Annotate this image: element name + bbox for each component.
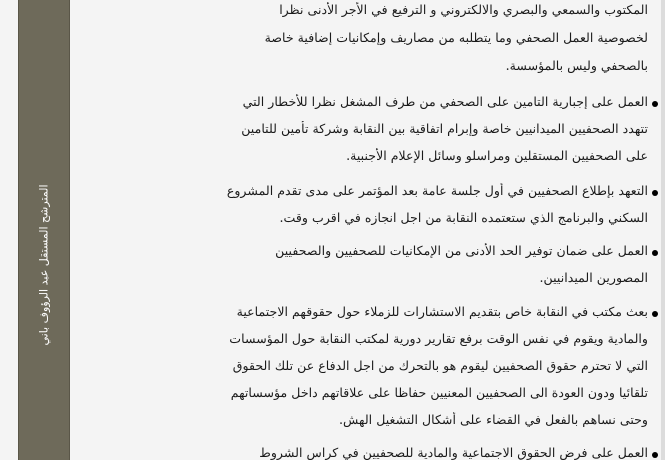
paragraph-line: المصورين الميدانيين. — [539, 270, 648, 285]
paragraph-line: السكني والبرنامج الذي ستعتمده النقابة من اجل انجازه في اقرب وقت. — [279, 210, 648, 225]
paragraph-line: بالصحفي وليس بالمؤسسة. — [505, 58, 648, 73]
sidebar-candidate-name: المترشح المستقل عبد الرؤوف باني — [37, 184, 51, 346]
paragraph-line: العمل على إجبارية التامين على الصحفي من طرف المشغل نظرا للأخطار التي — [242, 94, 648, 109]
paragraph-line: لخصوصية العمل الصحفي وما يتطلبه من مصاريف وإمكانيات إضافية خاصة — [264, 30, 648, 45]
bullet-icon — [652, 190, 658, 196]
bullet-icon — [652, 250, 658, 256]
paragraph-line: التي لا تحترم حقوق الصحفيين ليقوم هو بالتحرك من اجل الدفاع عن تلك الحقوق — [232, 358, 648, 373]
paragraph-line: على الصحفيين المستقلين ومراسلو وسائل الإعلام الأجنبية. — [346, 148, 648, 163]
paragraph-line: تتهدد الصحفيين الميدانيين خاصة وإبرام اتفاقية بين النقابة وشركة تأمين للتامين — [241, 121, 648, 136]
paragraph-line: وحتى نساهم بالفعل في القضاء على أشكال التشغيل الهش. — [338, 412, 648, 427]
document-body — [98, 0, 648, 460]
paragraph-line: التعهد بإطلاع الصحفيين في أول جلسة عامة بعد المؤتمر على مدى تقدم المشروع — [226, 183, 648, 198]
bullet-icon — [652, 101, 658, 107]
bullet-icon — [652, 452, 658, 458]
paragraph-line: بعث مكتب في النقابة خاص بتقديم الاستشارات للزملاء حول حقوقهم الاجتماعية — [236, 304, 648, 319]
page-edge — [661, 0, 665, 460]
paragraph-line: والمادية ويقوم في نفس الوقت برفع تقارير دورية لمكتب النقابة حول المؤسسات — [229, 331, 648, 346]
paragraph-line: العمل على ضمان توفير الحد الأدنى من الإمكانيات للصحفيين والصحفيين — [275, 243, 648, 258]
bullet-icon — [652, 311, 658, 317]
paragraph-line: تلقائيا ودون العودة الى الصحفيين المعنيين حفاظا على علاقاتهم داخل مؤسساتهم — [230, 385, 648, 400]
paragraph-line: المكتوب والسمعي والبصري والالكتروني و الترفيع في الأجر الأدنى نظرا — [279, 2, 648, 17]
sidebar-band — [18, 0, 70, 460]
paragraph-line: العمل على فرض الحقوق الاجتماعية والمادية للصحفيين في كراس الشروط — [259, 445, 648, 460]
